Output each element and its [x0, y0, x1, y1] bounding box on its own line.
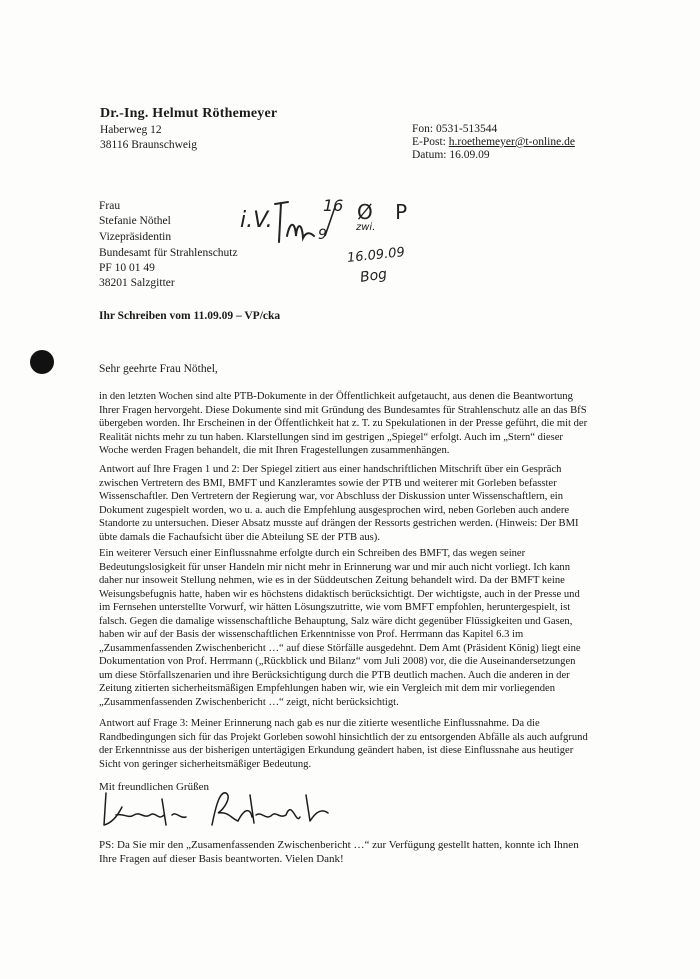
recipient-line: Bundesamt für Strahlenschutz [99, 247, 238, 259]
letter-date: Datum: 16.09.09 [412, 149, 490, 161]
contact-email-link[interactable]: h.roethemeyer@t-online.de [448, 136, 575, 148]
contact-email-line [412, 136, 575, 148]
recipient-line: PF 10 01 49 [99, 262, 155, 274]
contact-phone: Fon: 0531-513544 [412, 123, 498, 135]
sender-street: Haberweg 12 [100, 124, 162, 136]
body-paragraph: in den letzten Wochen sind alte PTB-Dokumente in der Öffentlichkeit aufgetaucht, aus denen die Beantwortung Ihrer Fragen hervorgeht. Diese Dokumente sind mit Gründung des Bundesamtes für Strahlenschutz alle an das BfS übergeben worden. Ihr Erscheinen in der Öffentlichkeit hat z. T. zu Spekulationen in der Presse geführt, die mit der Realität nichts mehr zu tun haben. Klarstellungen sind im gestrigen „Spiegel“ erfolgt. Auch im „Stern“ dieser Woche werden Fragen behandelt, die mit Ihren Fragestellungen zusammenhängen. [99, 391, 588, 456]
contact-email-label: E-Post: [412, 136, 446, 148]
handwritten-op: Ø P [357, 200, 416, 224]
body-paragraph: Antwort auf Ihre Fragen 1 und 2: Der Spiegel zitiert aus einer handschriftlichen Mitschrift über ein Gespräch zwischen Vertretern des BMI, BMFT und Kanzleramtes sowie der PTB und weiterer mit Gorleben befasster Wissenschaftler. Den Vertretern der Regierung war, vor Abschluss der Diskussion unter Wissenschaftlern, ein Dokument zugespielt worden, wo u. a. auch die Empfehlung ausgesprochen wird, neben Gorleben auch andere Standorte zu untersuchen. Dieser Absatz musste auf drängen der Ressorts gestrichen werden. (Hinweis: Der BMI übte damals die Fachaufsicht über die Abteilung SE der PTB aus). [99, 464, 579, 543]
handwritten-initials: Bog [359, 266, 389, 286]
punch-hole [30, 350, 54, 374]
sender-city: 38116 Braunschweig [100, 139, 197, 151]
salutation: Sehr geehrte Frau Nöthel, [99, 363, 218, 375]
body-paragraph: Antwort auf Frage 3: Meiner Erinnerung nach gab es nur die zitierte wesentliche Einflussnahme. Da die Randbedingungen sich für das Projekt Gorleben sowohl hinsichtlich der zu entsorgenden Abfälle als auch aufgrund der Erkenntnisse aus der bisherigen untertägigen Erkundung geändert haben, ist diese Einflussnahe aus heutiger Sicht von geringer sicherheitsmäßiger Bedeutung. [99, 718, 588, 770]
handwritten-iv: i.V. [240, 208, 273, 233]
body-paragraph: Ein weiterer Versuch einer Einflussnahme erfolgte durch ein Schreiben des BMFT, das wegen seiner Bedeutungslosigkeit für unser Handeln mir nicht mehr in Erinnerung war und mir auch nicht vorliegt. Ich kann daher nur insoweit Stellung nehmen, wie es in der Süddeutschen Zeitung behandelt wird. Da der BMFT keine Weisungsbefugnis hatte, haben wir es höchstens didaktisch berücksichtigt. Der wichtigste, auch in der Presse und im Fernsehen unterstellte Vorwurf, wir hätten Lösungszutritte, wie vom BMFT empfohlen, heruntergespielt, ist falsch. Gegen die damalige wissenschaftliche Behauptung, Salz wäre dicht gegenüber Flüssigkeiten und Gasen, haben wir auf der Basis der wissenschaftlichen Erkenntnisse von Prof. Herrmann das Kapitel 6.3 im „Zusammenfassenden Zwischenbericht …“ auf diese Störfälle ausgedehnt. Dem Amt (Präsident König) liegt eine Dokumentation von Prof. Herrmann („Rückblick und Bilanz“ vom Juli 2008) vor, die die Auseinandersetzungen um diese Störfallszenarien und ihre Berücksichtigung durch die PTB deutlich machen. Auch die anderen in der Zeitung zitierten sicherheitsmäßigen Empfehlungen haben wir, wie ein Vergleich mit dem mir vorliegenden „Zusammenfassenden Zwischenbericht …“ zeigt, nicht berücksichtigt. [99, 548, 581, 708]
handwritten-zwi: zwi. [356, 222, 376, 233]
recipient-line: Frau [99, 200, 121, 212]
postscript: PS: Da Sie mir den „Zusamenfassenden Zwischenbericht …“ zur Verfügung gestellt hatten, konnte ich Ihnen Ihre Fragen auf dieser Basis beantworten. Vielen Dank! [99, 839, 579, 865]
handwritten-initials-scribble [270, 196, 320, 252]
sender-name: Dr.-Ing. Helmut Röthemeyer [100, 106, 278, 121]
subject-line: Ihr Schreiben vom 11.09.09 – VP/cka [99, 310, 281, 322]
handwritten-fraction-top: 16 [323, 196, 344, 215]
handwritten-signature [100, 785, 340, 831]
recipient-line: Stefanie Nöthel [99, 215, 171, 227]
recipient-line: Vizepräsidentin [99, 231, 172, 243]
handwritten-date: 16.09.09 [346, 245, 406, 266]
handwritten-fraction-bottom: 9 [318, 227, 327, 243]
recipient-line: 38201 Salzgitter [99, 277, 175, 289]
closing-greeting: Mit freundlichen Grüßen [99, 781, 209, 793]
